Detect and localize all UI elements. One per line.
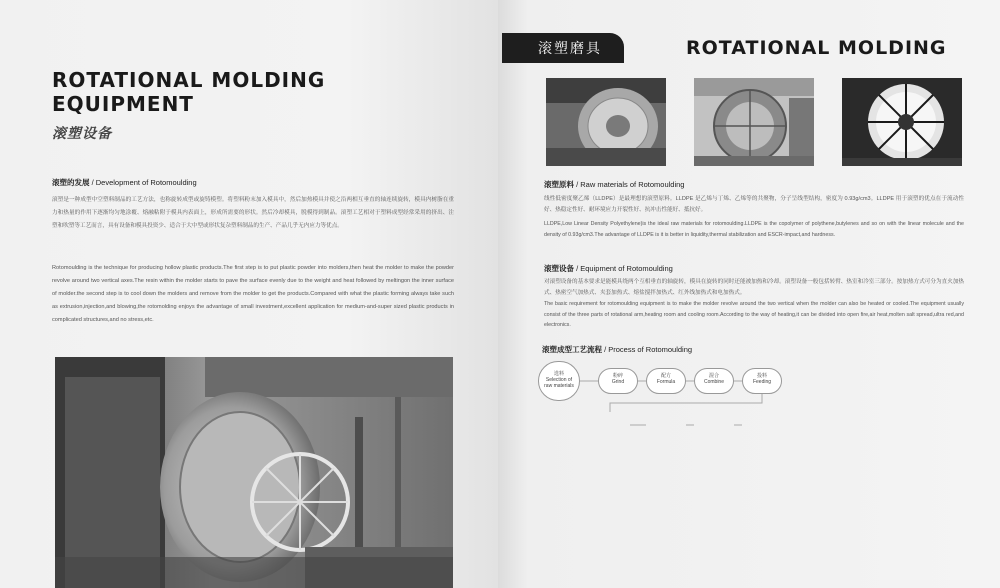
page-subtitle-cn: 滚塑设备 [52,125,112,141]
left-page [0,0,498,588]
equipment-heading-cn: 滚塑设备 [544,264,574,273]
flow-step-formula: 配方 Formula [646,368,686,394]
development-text-en: Rotomoulding is the technique for producing hollow plastic products.The first step is to put plastic powder into molders,then heat the molder to make the powder revolve around two vertical axes.The resin within the molder starts to pave the surface evenly due to the weight and heat followed by meltingon the inner surface of molder.the second step is to cool down the molders and remove from the molder to get the products.Compared with what the plastic forming always take such as extrusion,injection,and blowing,the rotomolding enjoys the advantage of small investment,excellent application for medium-and-super sized plastic products in complicated structures,and no stress,etc. [52,265,454,323]
right-page [498,0,1000,588]
raw-materials-heading-cn: 滚塑原料 [544,180,574,189]
process-flow-connectors [498,0,1000,470]
flow-step-grind: 粉碎 Grind [598,368,638,394]
equipment-text-en: The basic requirement for rotomoulding equipment is to make the molder revolve around the two vertical when the molder can also be heated or cooled.The equipment usually consist of the three parts of rotational arm,heating room and cooling room.According to the way of heating,it can be divided into open fire,air heat,molten salt spread,ultra red,and electronics. [544,301,964,328]
development-heading [52,177,197,188]
equipment-text-cn: 对滚塑设备的基本要求是能模具绕两个互相垂直的轴旋转，模具在旋转的同时还能被加热和冷却。滚塑设备一般包括转臂、热室和冷室三部分。按加热方式可分为直火加热式、热密空气加热式、夹套加热式、熔盐搅拌加热式、红外线加热式和电加热式。 [544,279,964,296]
development-text-cn: 滚塑是一种成型中空塑料制品的工艺方法，也称旋转成型或旋铸模塑。将塑料粉末加入模具中，然后加热模具并使之沿两相互垂直的轴连续旋转，模具内树脂在重力和热量的作用下逐渐均匀地涂覆、熔融粘附于模具内表面上，形成所需要的形状。然后冷却模具，脱模得到制品。滚塑工艺相对于塑料成型经常采用的挤出、注塑和吹塑等工艺而言，具有设备和模具投资少、适合于大中型或形状复杂塑料制品的生产、产品几乎无内应力等优点。 [52,197,454,229]
right-page-title: ROTATIONAL MOLDING [686,37,947,59]
page-title: ROTATIONAL MOLDING EQUIPMENT [52,68,326,116]
raw-materials-text-en: LLDPE,Low Linear Density Polyethylene)is the ideal raw materials for rotomoulding.LLDPE is the copolymer of polythene,butylenes and so on with the linear molecule and the density of 0.93g/cm3.The advantage of LLDPE is it is better in liquidity,thermal stabilization and ESCR-impact,and hardness. [544,221,964,238]
section-tag-label: 滚塑磨具 [538,40,602,56]
process-heading-en: / Process of Rotomoulding [604,345,693,354]
flow-step-combine: 混合 Combine [694,368,734,394]
flow-step-feeding: 投料 Feeding [742,368,782,394]
factory-photo-illustration [55,357,453,588]
rotational-molding-machine-photo [55,357,453,588]
process-heading-cn: 滚塑成型工艺流程 [542,345,602,354]
development-heading-cn: 滚塑的发展 [52,178,90,187]
raw-materials-text-cn: 线性低密度聚乙烯（LLDPE）是最理想的滚塑原料。LLDPE 是乙烯与丁烯、乙烯等的共聚物，分子呈线型结构，密度为 0.93g/cm3。LLDPE 用于滚塑的优点在于流动性好、热稳定性好、耐环境应力开裂性好、抗冲击性能好、抵抗好。 [544,196,964,213]
raw-materials-heading-en: / Raw materials of Rotomoulding [576,180,685,189]
equipment-heading-en: / Equipment of Rotomoulding [576,264,673,273]
development-heading-en: / Development of Rotomoulding [91,178,197,187]
flow-step-selection: 选料 Selection of raw materials [538,361,580,401]
